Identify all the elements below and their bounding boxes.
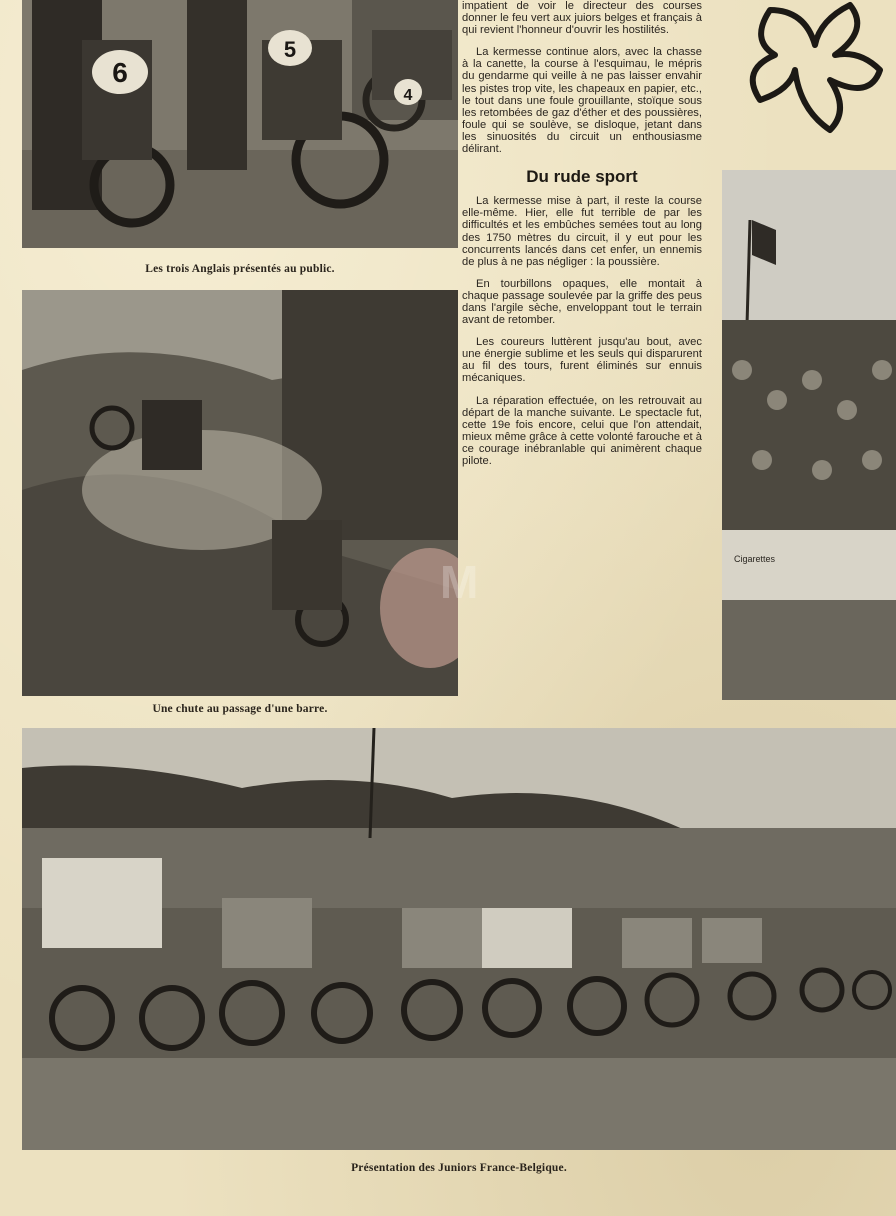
- banner-text: Cigarettes: [734, 554, 776, 564]
- caption-three-riders: Les trois Anglais présentés au public.: [145, 263, 335, 275]
- article-paragraph: La réparation effectuée, on les retrouvait au départ de la manche suivante. Le spectacle fut, cette 19e fois encore, celui que l'on attendait, mieux même grâce à cette volonté farouche et à ce courage inébranlable qui animèrent chaque pilote.: [462, 394, 702, 467]
- article-paragraph: La kermesse continue alors, avec la chasse à la canette, la course à l'esquimau, le mépris du gendarme qui veille à ne pas laisser envahir les pistes trop vite, les chapeaux en papier, etc., le tout dans une foule grouillante, stoïque sous les retombées de gaz d'éther et des poussières, foule qui se soulève, se disloque, jetant dans les sinuosités du circuit un enthousiasme délirant.: [462, 46, 702, 156]
- article-column: [462, 0, 702, 477]
- caption-juniors: Présentation des Juniors France-Belgique.: [351, 1162, 567, 1174]
- article-paragraph: La kermesse mise à part, il reste la course elle-même. Hier, elle fut terrible de par les difficultés et les embûches semées tout au long des 1750 mètres du circuit, il y eut pour les concurrents lancés dans cet enfer, un ennemis de plus à ne pas négliger : la poussière.: [462, 195, 702, 268]
- photo-crowd: [722, 170, 896, 700]
- article-subheading: Du rude sport: [526, 167, 638, 187]
- photo-crash: [22, 290, 458, 696]
- rider-number-5: 5: [283, 37, 297, 62]
- watermark-logo: M: [440, 556, 479, 608]
- photo-three-riders: [22, 0, 458, 248]
- article-paragraph: impatient de voir le directeur des courses donner le feu vert aux juiors belges et français à qui revient l'honneur d'ouvrir les hostilités.: [462, 0, 702, 37]
- photo-juniors-start: [22, 728, 896, 1150]
- article-paragraph: Les coureurs luttèrent jusqu'au bout, avec une énergie sublime et les seuls qui disparurent au fil des tours, furent éliminés sur ennuis mécaniques.: [462, 336, 702, 385]
- flower-ornament-icon: [730, 0, 896, 150]
- caption-crash: Une chute au passage d'une barre.: [152, 703, 328, 715]
- article-paragraph: En tourbillons opaques, elle montait à chaque passage soulevée par la griffe des peus dans l'argile sèche, enveloppant tout le terrain avant de retomber.: [462, 277, 702, 327]
- rider-number-6: 6: [112, 57, 128, 88]
- rider-number-4: 4: [403, 87, 413, 104]
